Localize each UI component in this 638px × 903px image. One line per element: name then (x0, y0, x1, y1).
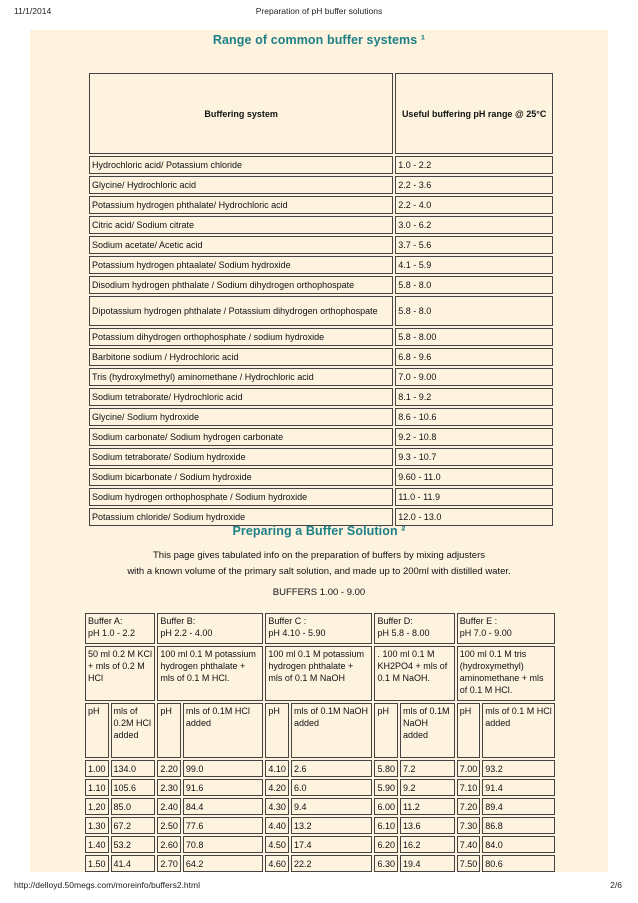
ph-header-cell: pH (265, 703, 289, 758)
ml-header-cell: mls of 0.1M NaOH added (400, 703, 455, 758)
ph-range-cell: 8.6 - 10.6 (395, 408, 553, 426)
ph-range-cell: 3.0 - 6.2 (395, 216, 553, 234)
ml-value-cell: 89.4 (482, 798, 555, 815)
table-row (85, 855, 555, 872)
buffer-name-row (85, 613, 555, 644)
table-row (89, 448, 553, 466)
ml-value-cell: 84.4 (183, 798, 264, 815)
ml-value-cell: 84.0 (482, 836, 555, 853)
buffer-system-cell: Sodium acetate/ Acetic acid (89, 236, 393, 254)
table-row (89, 488, 553, 506)
table-row (85, 760, 555, 777)
buffer-system-cell: Sodium tetraborate/ Sodium hydroxide (89, 448, 393, 466)
ph-range-cell: 3.7 - 5.6 (395, 236, 553, 254)
buffer-prep-table (83, 611, 557, 874)
buffer-recipe-cell: 100 ml 0.1 M tris (hydroxymethyl) aminomethane + mls of 0.1 M HCl. (457, 646, 555, 701)
ph-range-cell: 9.2 - 10.8 (395, 428, 553, 446)
table-row (89, 428, 553, 446)
ml-value-cell: 91.4 (482, 779, 555, 796)
ph-value-cell: 6.00 (374, 798, 398, 815)
print-header (0, 0, 638, 24)
buffer-name-cell (457, 613, 555, 644)
print-date: 11/1/2014 (14, 6, 52, 16)
table-row (89, 388, 553, 406)
buffer-column-header-row (85, 703, 555, 758)
ph-value-cell: 2.20 (157, 760, 181, 777)
table-row (89, 196, 553, 214)
buffer-range: pH 2.2 - 4.00 (160, 628, 213, 638)
ml-value-cell: 11.2 (400, 798, 455, 815)
table-row (89, 348, 553, 366)
ml-value-cell: 77.6 (183, 817, 264, 834)
ph-value-cell: 2.70 (157, 855, 181, 872)
table-row (89, 296, 553, 326)
ph-range-cell: 5.8 - 8.00 (395, 328, 553, 346)
ph-range-cell: 9.60 - 11.0 (395, 468, 553, 486)
buffer-system-cell: Sodium carbonate/ Sodium hydrogen carbonate (89, 428, 393, 446)
ph-value-cell: 7.30 (457, 817, 481, 834)
ml-value-cell: 19.4 (400, 855, 455, 872)
ph-range-cell: 5.8 - 8.0 (395, 296, 553, 326)
buffer-name-cell (85, 613, 155, 644)
buffer-system-cell: Disodium hydrogen phthalate / Sodium dihydrogen orthophospate (89, 276, 393, 294)
ph-value-cell: 4.20 (265, 779, 289, 796)
ph-header-cell: pH (374, 703, 398, 758)
ph-value-cell: 7.10 (457, 779, 481, 796)
buffer-name: Buffer B: (160, 616, 196, 626)
buffers-title: BUFFERS 1.00 - 9.00 (272, 587, 366, 598)
ml-value-cell: 17.4 (291, 836, 372, 853)
ml-value-cell: 80.6 (482, 855, 555, 872)
buffer-name-cell (374, 613, 454, 644)
ph-range-cell: 1.0 - 2.2 (395, 156, 553, 174)
ph-value-cell: 4.40 (265, 817, 289, 834)
buffer-name: Buffer C : (268, 616, 307, 626)
intro-line-1: This page gives tabulated info on the preparation of buffers by mixing adjusters (153, 550, 485, 561)
col-header-system: Buffering system (89, 73, 393, 154)
ph-value-cell: 5.90 (374, 779, 398, 796)
ph-range-cell: 11.0 - 11.9 (395, 488, 553, 506)
ml-value-cell: 70.8 (183, 836, 264, 853)
col-header-range: Useful buffering pH range @ 25°C (395, 73, 553, 154)
buffer-system-cell: Dipotassium hydrogen phthalate / Potassium dihydrogen orthophospate (89, 296, 393, 326)
table-row (85, 779, 555, 796)
buffer-range: pH 4.10 - 5.90 (268, 628, 326, 638)
buffer-system-cell: Hydrochloric acid/ Potassium chloride (89, 156, 393, 174)
table-row (89, 256, 553, 274)
table-row (89, 328, 553, 346)
ml-value-cell: 134.0 (111, 760, 156, 777)
ph-value-cell: 4.30 (265, 798, 289, 815)
ph-value-cell: 1.10 (85, 779, 109, 796)
buffer-system-cell: Sodium hydrogen orthophosphate / Sodium hydroxide (89, 488, 393, 506)
buffer-system-cell: Glycine/ Hydrochloric acid (89, 176, 393, 194)
table-row (89, 236, 553, 254)
table-row (89, 468, 553, 486)
print-title: Preparation of pH buffer solutions (255, 6, 383, 16)
ml-value-cell: 16.2 (400, 836, 455, 853)
buffer-recipe-cell: . 100 ml 0.1 M KH2PO4 + mls of 0.1 M NaOH. (374, 646, 454, 701)
buffer-name: Buffer A: (88, 616, 123, 626)
ph-range-cell: 5.8 - 8.0 (395, 276, 553, 294)
print-footer (0, 876, 638, 896)
ml-value-cell: 85.0 (111, 798, 156, 815)
ml-value-cell: 105.6 (111, 779, 156, 796)
buffer-system-cell: Potassium dihydrogen orthophosphate / sodium hydroxide (89, 328, 393, 346)
ph-value-cell: 1.40 (85, 836, 109, 853)
ph-header-cell: pH (157, 703, 181, 758)
buffer-system-cell: Sodium bicarbonate / Sodium hydroxide (89, 468, 393, 486)
ml-value-cell: 86.8 (482, 817, 555, 834)
content-panel (30, 30, 608, 872)
range-section-title: Range of common buffer systems ¹ (212, 33, 426, 47)
buffer-system-cell: Sodium tetraborate/ Hydrochloric acid (89, 388, 393, 406)
page-url: http://delloyd.50megs.com/moreinfo/buffers2.html (14, 880, 200, 890)
ph-value-cell: 7.20 (457, 798, 481, 815)
ph-value-cell: 1.30 (85, 817, 109, 834)
ph-value-cell: 2.40 (157, 798, 181, 815)
buffer-system-cell: Potassium chloride/ Sodium hydroxide (89, 508, 393, 526)
ph-value-cell: 2.30 (157, 779, 181, 796)
ph-range-cell: 6.8 - 9.6 (395, 348, 553, 366)
ph-value-cell: 7.50 (457, 855, 481, 872)
ml-value-cell: 6.0 (291, 779, 372, 796)
ph-range-cell: 12.0 - 13.0 (395, 508, 553, 526)
ph-range-cell: 7.0 - 9.00 (395, 368, 553, 386)
ph-range-cell: 2.2 - 3.6 (395, 176, 553, 194)
table-row (89, 156, 553, 174)
table-header-row (89, 73, 553, 154)
buffer-system-cell: Potassium hydrogen phthalate/ Hydrochloric acid (89, 196, 393, 214)
buffer-system-cell: Potassium hydrogen phtaalate/ Sodium hydroxide (89, 256, 393, 274)
ml-value-cell: 41.4 (111, 855, 156, 872)
ph-value-cell: 6.30 (374, 855, 398, 872)
ml-value-cell: 13.2 (291, 817, 372, 834)
ml-value-cell: 13.6 (400, 817, 455, 834)
buffer-range: pH 1.0 - 2.2 (88, 628, 136, 638)
buffer-recipe-cell: 50 ml 0.2 M KCl + mls of 0.2 M HCl (85, 646, 155, 701)
buffer-range: pH 7.0 - 9.00 (459, 628, 512, 638)
buffer-recipe-row (85, 646, 555, 701)
ph-value-cell: 7.00 (457, 760, 481, 777)
ph-value-cell: 4.60 (265, 855, 289, 872)
ph-value-cell: 1.20 (85, 798, 109, 815)
ml-value-cell: 99.0 (183, 760, 264, 777)
table-row (89, 176, 553, 194)
table-row (85, 798, 555, 815)
ml-value-cell: 53.2 (111, 836, 156, 853)
ml-value-cell: 64.2 (183, 855, 264, 872)
prep-intro (30, 548, 608, 580)
buffer-system-cell: Citric acid/ Sodium citrate (89, 216, 393, 234)
ml-value-cell: 91.6 (183, 779, 264, 796)
table-row (89, 276, 553, 294)
ph-value-cell: 7.40 (457, 836, 481, 853)
intro-line-2: with a known volume of the primary salt solution, and made up to 200ml with distilled water. (127, 566, 511, 577)
ph-value-cell: 6.10 (374, 817, 398, 834)
table-row (85, 836, 555, 853)
table-row (89, 408, 553, 426)
ph-header-cell: pH (457, 703, 481, 758)
ph-range-cell: 8.1 - 9.2 (395, 388, 553, 406)
ml-header-cell: mls of 0.2M HCl added (111, 703, 156, 758)
buffer-name-cell (265, 613, 372, 644)
ml-value-cell: 67.2 (111, 817, 156, 834)
ph-value-cell: 2.50 (157, 817, 181, 834)
buffer-system-cell: Glycine/ Sodium hydroxide (89, 408, 393, 426)
ph-header-cell: pH (85, 703, 109, 758)
ph-value-cell: 1.50 (85, 855, 109, 872)
buffer-system-cell: Tris (hydroxylmethyl) aminomethane / Hydrochloric acid (89, 368, 393, 386)
table-row (85, 817, 555, 834)
table-row (89, 368, 553, 386)
buffer-system-cell: Barbitone sodium / Hydrochloric acid (89, 348, 393, 366)
ml-header-cell: mls of 0.1M HCl added (183, 703, 264, 758)
page-number: 2/6 (610, 880, 622, 890)
buffer-name: Buffer E : (459, 616, 498, 626)
buffer-recipe-cell: 100 ml 0.1 M potassium hydrogen phthalate + mls of 0.1 M HCl. (157, 646, 263, 701)
table-row (89, 216, 553, 234)
ml-value-cell: 9.4 (291, 798, 372, 815)
ph-value-cell: 1.00 (85, 760, 109, 777)
ph-value-cell: 6.20 (374, 836, 398, 853)
buffer-range-table (87, 71, 555, 528)
ph-range-cell: 2.2 - 4.0 (395, 196, 553, 214)
ml-value-cell: 2.6 (291, 760, 372, 777)
buffer-range: pH 5.8 - 8.00 (377, 628, 430, 638)
ph-value-cell: 5.80 (374, 760, 398, 777)
ph-value-cell: 2.60 (157, 836, 181, 853)
ml-value-cell: 93.2 (482, 760, 555, 777)
ml-header-cell: mls of 0.1M NaOH added (291, 703, 372, 758)
ml-value-cell: 7.2 (400, 760, 455, 777)
ml-header-cell: mls of 0.1 M HCl added (482, 703, 555, 758)
prep-section-title: Preparing a Buffer Solution ² (232, 524, 406, 538)
buffer-name: Buffer D: (377, 616, 413, 626)
buffer-name-cell (157, 613, 263, 644)
ph-range-cell: 9.3 - 10.7 (395, 448, 553, 466)
ml-value-cell: 9.2 (400, 779, 455, 796)
ph-value-cell: 4.50 (265, 836, 289, 853)
ph-range-cell: 4.1 - 5.9 (395, 256, 553, 274)
buffer-recipe-cell: 100 ml 0.1 M potassium hydrogen phthalate + mls of 0.1 M NaOH (265, 646, 372, 701)
ph-value-cell: 4.10 (265, 760, 289, 777)
ml-value-cell: 22.2 (291, 855, 372, 872)
